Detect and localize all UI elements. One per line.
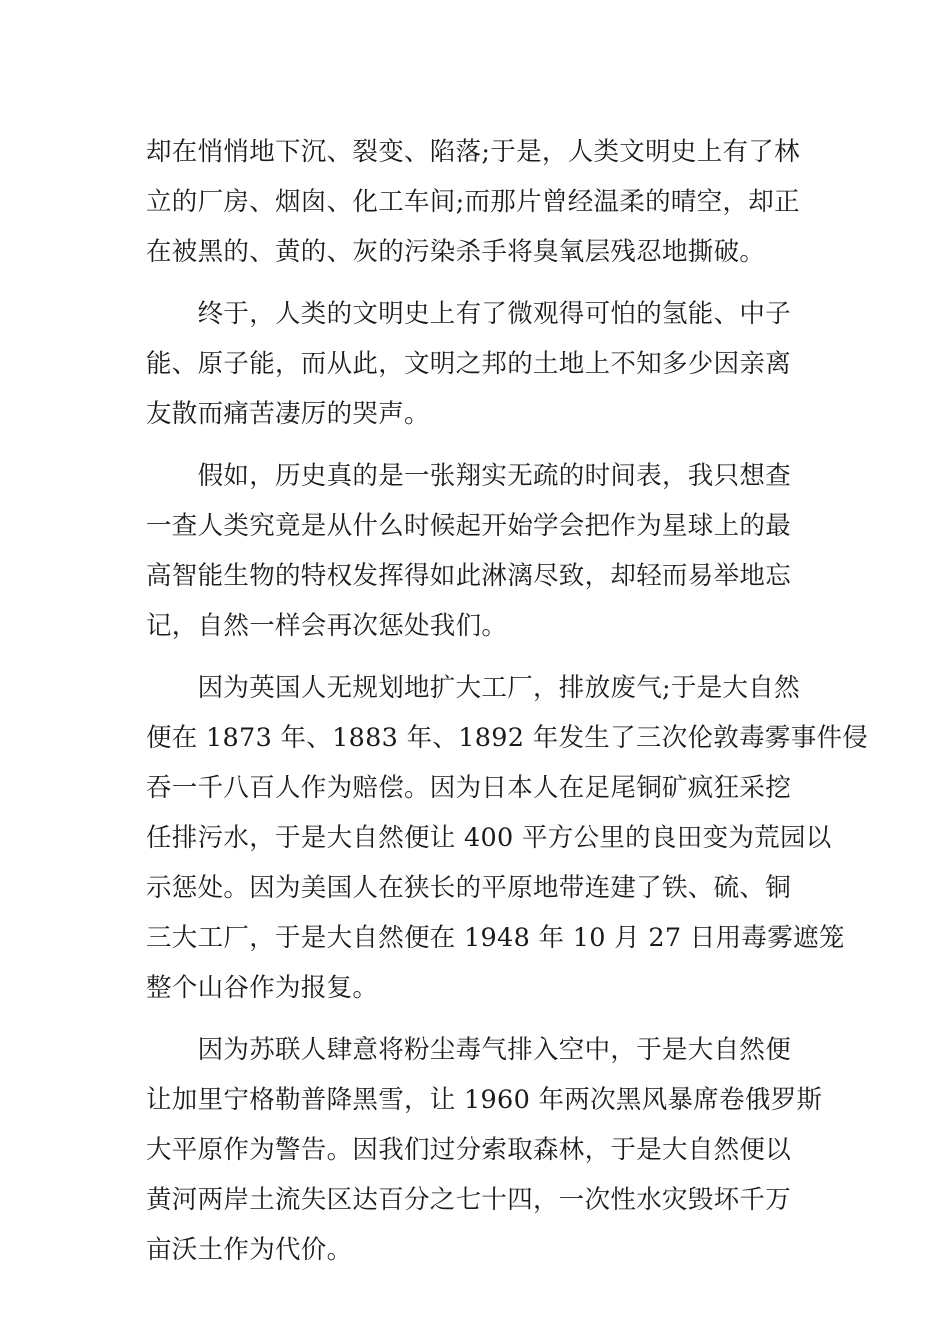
text-line: 却在悄悄地下沉、裂变、陷落;于是，人类文明史上有了林	[146, 137, 800, 167]
paragraph-2	[146, 289, 811, 439]
text-line: 任排污水，于是大自然便让 400 平方公里的良田变为荒园以	[146, 823, 832, 853]
text-line: 吞一千八百人作为赔偿。因为日本人在足尾铜矿疯狂采挖	[146, 773, 792, 803]
text-line: 在被黑的、黄的、灰的污染杀手将臭氧层残忍地撕破。	[146, 237, 766, 267]
text-line: 终于，人类的文明史上有了微观得可怕的氢能、中子	[146, 299, 792, 329]
text-line: 立的厂房、烟囱、化工车间;而那片曾经温柔的晴空，却正	[146, 187, 800, 217]
text-line: 大平原作为警告。因我们过分索取森林，于是大自然便以	[146, 1135, 792, 1165]
text-line: 友散而痛苦凄厉的哭声。	[146, 399, 430, 429]
text-line: 一查人类究竟是从什么时候起开始学会把作为星球上的最	[146, 511, 792, 541]
paragraph-1	[146, 127, 811, 277]
text-line: 便在 1873 年、1883 年、1892 年发生了三次伦敦毒雾事件侵	[146, 723, 869, 753]
text-line: 因为苏联人肆意将粉尘毒气排入空中，于是大自然便	[146, 1035, 792, 1065]
text-line: 让加里宁格勒普降黑雪，让 1960 年两次黑风暴席卷俄罗斯	[146, 1085, 823, 1115]
text-line: 记，自然一样会再次惩处我们。	[146, 611, 508, 641]
text-line: 假如，历史真的是一张翔实无疏的时间表，我只想查	[146, 461, 792, 491]
paragraph-5	[146, 1025, 823, 1275]
paragraph-3	[146, 451, 811, 651]
text-line: 整个山谷作为报复。	[146, 973, 379, 1003]
text-line: 三大工厂，于是大自然便在 1948 年 10 月 27 日用毒雾遮笼	[146, 923, 845, 953]
text-line: 能、原子能，而从此，文明之邦的土地上不知多少因亲离	[146, 349, 792, 379]
text-line: 高智能生物的特权发挥得如此淋漓尽致，却轻而易举地忘	[146, 561, 792, 591]
text-line: 因为英国人无规划地扩大工厂，排放废气;于是大自然	[146, 673, 800, 703]
text-line: 示惩处。因为美国人在狭长的平原地带连建了铁、硫、铜	[146, 873, 792, 903]
text-line: 黄河两岸土流失区达百分之七十四，一次性水灾毁坏千万	[146, 1185, 792, 1215]
document-body	[146, 127, 869, 1287]
text-line: 亩沃土作为代价。	[146, 1235, 353, 1265]
paragraph-4	[146, 663, 869, 1013]
